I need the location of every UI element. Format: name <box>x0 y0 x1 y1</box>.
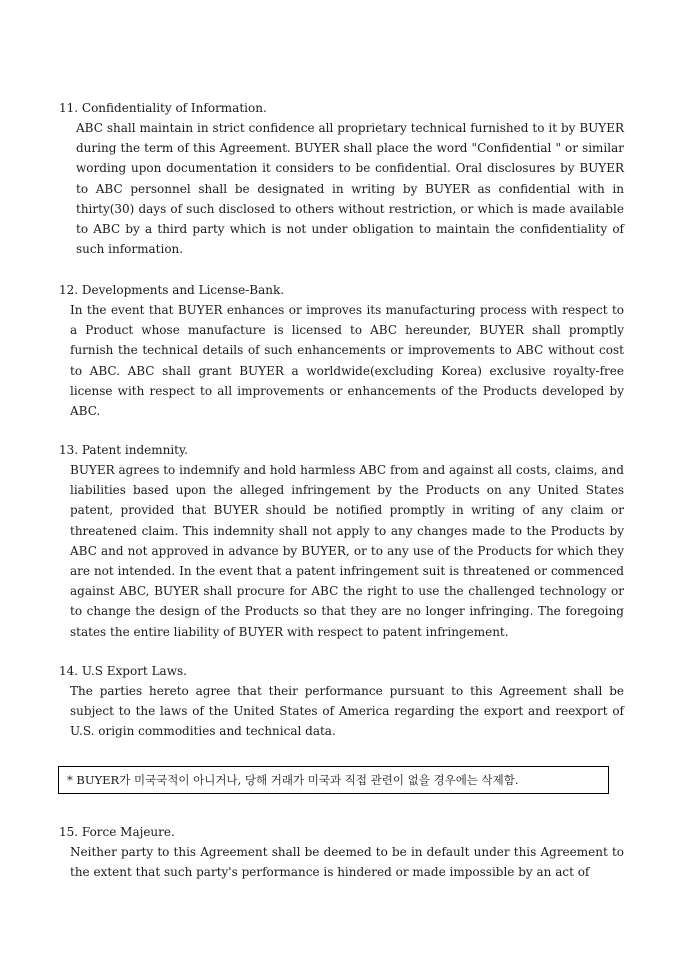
section-heading: 15. Force Majeure. <box>59 825 175 839</box>
section-export-laws <box>59 661 624 742</box>
section-body: ABC shall maintain in strict confidence all proprietary technical furnished to it by BUYER during the term of this Agreement. BUYER shall place the word "Confidential " or similar wording upon documentation it considers to be confidential. Oral disclosures by BUYER to ABC personnel shall be designated in writing by BUYER as confidential with in thirty(30) days of such disclosed to others without restriction, or which is made available to ABC by a third party which is not under obligation to maintain the confidentiality of such information. <box>76 121 624 257</box>
section-heading: 14. U.S Export Laws. <box>59 664 187 678</box>
section-heading: 13. Patent indemnity. <box>59 443 188 457</box>
section-heading: 11. Confidentiality of Information. <box>59 101 267 115</box>
section-developments-license <box>59 280 624 421</box>
deletion-note-box: * BUYER가 미국국적이 아니거나, 당해 거래가 미국과 직접 관련이 없을 경우에는 삭제함. <box>58 766 609 794</box>
section-patent-indemnity <box>59 440 624 642</box>
section-body: Neither party to this Agreement shall be deemed to be in default under this Agreement to the extent that such party's performance is hindered or made impossible by an act of <box>70 845 624 880</box>
section-force-majeure <box>59 822 624 882</box>
section-body: BUYER agrees to indemnify and hold harmless ABC from and against all costs, claims, and liabilities based upon the alleged infringement by the Products on any United States patent, provided that BUYER should be notified promptly in writing of any claim or threatened claim. This indemnity shall not apply to any changes made to the Products by ABC and not approved in advance by BUYER, or to any use of the Products for which they are not intended. In the event that a patent infringement suit is threatened or commenced against ABC, BUYER shall procure for ABC the right to use the challenged technology or to change the design of the Products so that they are no longer infringing. The foregoing states the entire liability of BUYER with respect to patent infringement. <box>70 463 624 639</box>
section-body: In the event that BUYER enhances or improves its manufacturing process with respect to a Product whose manufacture is licensed to ABC hereunder, BUYER shall promptly furnish the technical details of such enhancements or improvements to ABC without cost to ABC. ABC shall grant BUYER a worldwide(excluding Korea) exclusive royalty-free license with respect to all improvements or enhancements of the Products developed by ABC. <box>70 303 624 419</box>
section-confidentiality <box>59 98 624 259</box>
section-body: The parties hereto agree that their performance pursuant to this Agreement shall be subject to the laws of the United States of America regarding the export and reexport of U.S. origin commodities and technical data. <box>70 684 624 739</box>
section-heading: 12. Developments and License-Bank. <box>59 283 285 297</box>
